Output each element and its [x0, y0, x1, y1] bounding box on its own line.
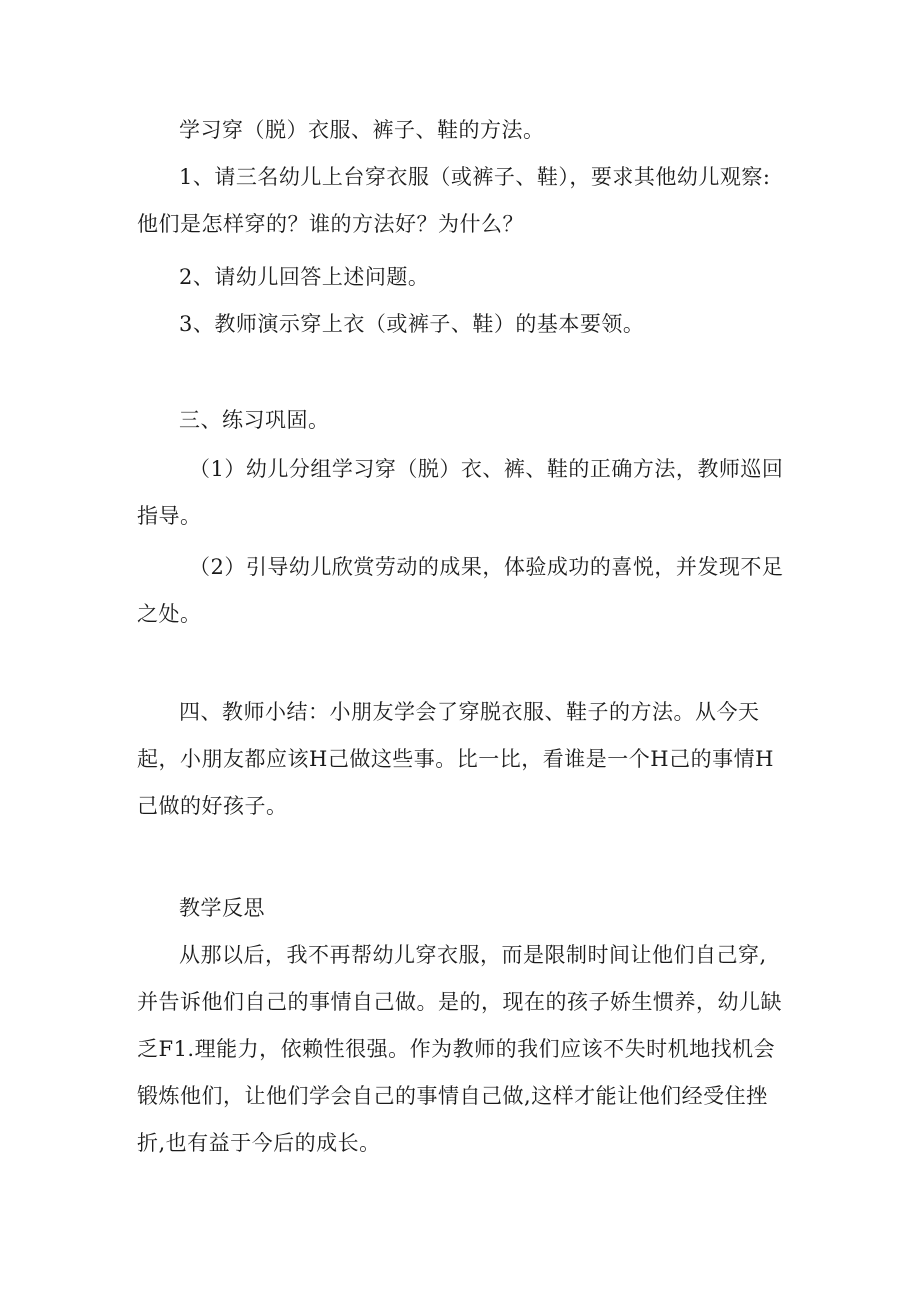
paragraph-method-title: 学习穿（脱）衣服、裤子、鞋的方法。 — [179, 118, 545, 142]
paragraph-step-2: 2、请幼儿回答上述问题。 — [179, 265, 430, 289]
paragraph-practice-1: （1）幼儿分组学习穿（脱）衣、裤、鞋的正确方法，教师巡回指导。 — [137, 457, 784, 528]
section-heading-reflection: 教学反思 — [179, 896, 265, 920]
paragraph-teacher-summary: 四、教师小结：小朋友学会了穿脱衣服、鞋子的方法。从今天起，小朋友都应该H己做这些事。比一比，看谁是一个H己的事情H己做的好孩子。 — [137, 700, 774, 818]
paragraph-step-3: 3、教师演示穿上衣（或裤子、鞋）的基本要领。 — [179, 312, 645, 336]
section-heading-practice: 三、练习巩固。 — [179, 408, 330, 432]
paragraph-practice-2: （2）引导幼儿欣赏劳动的成果，体验成功的喜悦，并发现不足之处。 — [137, 555, 784, 626]
paragraph-step-1: 1、请三名幼儿上台穿衣服（或裤子、鞋），要求其他幼儿观察:他们是怎样穿的？谁的方法好？为什么？ — [137, 165, 771, 236]
paragraph-reflection: 从那以后，我不再帮幼儿穿衣服，而是限制时间让他们自己穿,并告诉他们自己的事情自己做。是的，现在的孩子娇生惯养，幼儿缺乏F1.理能力，依赖性很强。作为教师的我们应该不失时机地找机会锻炼他们，让他们学会自己的事情自己做,这样才能让他们经受住挫折,也有益于今后的成长。 — [137, 943, 782, 1155]
